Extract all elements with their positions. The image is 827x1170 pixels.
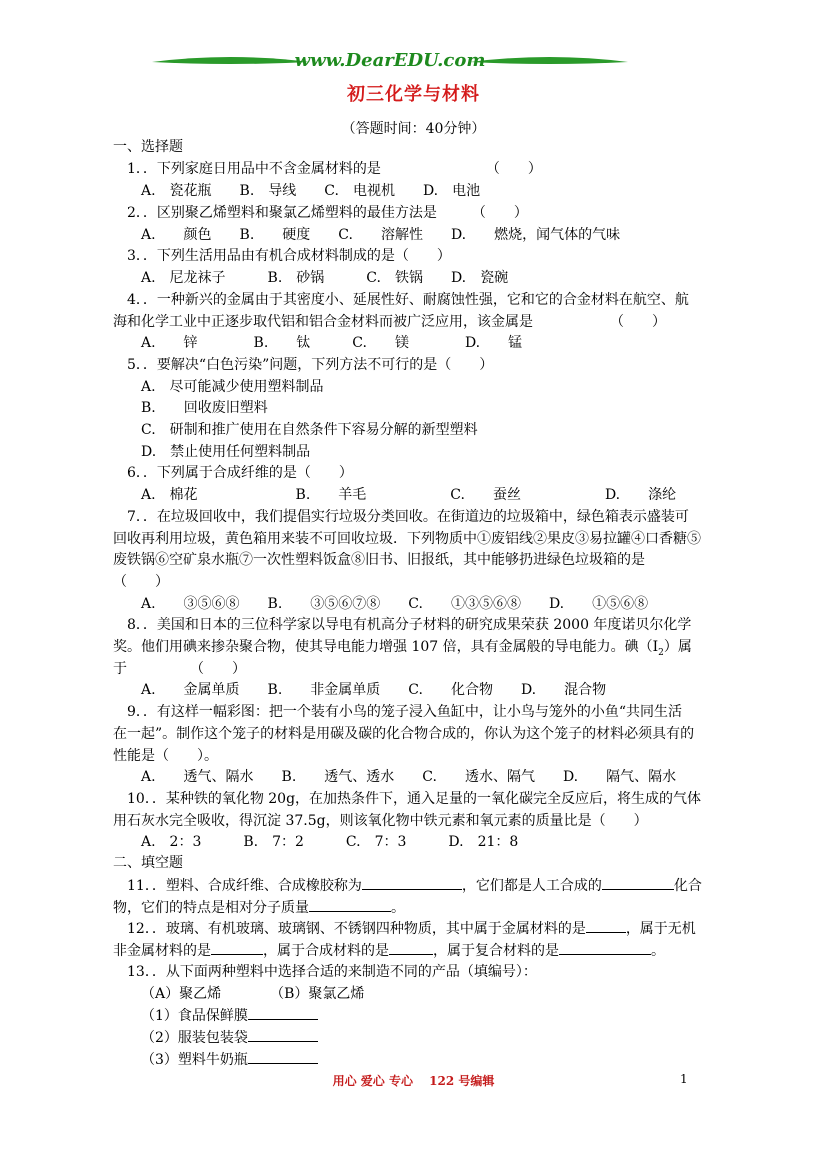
- question-4-cont: 海和化学工业中正逐步取代铝和铝合金材料而被广泛应用，该金属是 （ ）: [113, 314, 666, 330]
- question-7: 7．．在垃圾回收中，我们提倡实行垃圾分类回收。在街道边的垃圾箱中，绿色箱表示盛装可: [127, 509, 689, 525]
- question-12-text: ，属于合成材料的是: [263, 943, 389, 959]
- question-6: 6．．下列属于合成纤维的是（ ）: [127, 465, 353, 481]
- answer-blank[interactable]: [389, 940, 433, 955]
- question-12-text: 非金属材料的是: [113, 943, 211, 959]
- question-13-item-2: [141, 1027, 318, 1049]
- question-12-text: ，属于复合材料的是: [433, 943, 559, 959]
- page-title: 初三化学与材料: [347, 84, 480, 105]
- question-9: 9．．有这样一幅彩图：把一个装有小鸟的笼子浸入鱼缸中，让小鸟与笼外的小鱼“共同生活: [127, 704, 683, 720]
- question-7-cont-2: 废铁锅⑥空矿泉水瓶⑦一次性塑料饭盒⑧旧书、旧报纸，其中能够扔进绿色垃圾箱的是: [113, 552, 645, 568]
- question-9-cont-2: 性能是（ ）。: [113, 748, 218, 764]
- question-8-text: 奖。他们用碘来掺杂聚合物，使其导电能力增强 107 倍，具有金属般的导电能力。碘（I: [113, 639, 659, 655]
- answer-blank[interactable]: [602, 875, 674, 890]
- question-8: 8．．美国和日本的三位科学家以导电有机高分子材料的研究成果荣获 2000 年度诺贝尔化学: [127, 617, 692, 633]
- answer-blank[interactable]: [248, 1027, 318, 1042]
- answer-blank[interactable]: [559, 940, 651, 955]
- question-11-text: 化合: [673, 878, 702, 894]
- section-heading: 二、填空题: [113, 855, 183, 871]
- question-5: 5．．要解决“白色污染”问题，下列方法不可行的是（ ）: [127, 357, 494, 373]
- question-9-options: A. 透气、隔水 B. 透气、透水 C. 透水、隔气 D. 隔气、隔水: [141, 769, 677, 785]
- question-1-options: A. 瓷花瓶 B. 导线 C. 电视机 D. 电池: [141, 183, 481, 199]
- question-12: [127, 918, 696, 940]
- question-7-cont-1: 回收再利用垃圾，黄色箱用来装不可回收垃圾．下列物质中①废铝线②果皮③易拉罐④口香糖⑤: [113, 531, 701, 547]
- question-5-option-b: B. 回收废旧塑料: [141, 400, 268, 416]
- question-12-text: 。: [651, 943, 665, 959]
- question-7-options: A. ③⑤⑥⑧ B. ③⑤⑥⑦⑧ C. ①③⑤⑥⑧ D. ①⑤⑥⑧: [141, 596, 649, 612]
- question-10-options: A. 2：3 B. 7：2 C. 7：3 D. 21：8: [141, 834, 519, 850]
- question-11: [127, 875, 702, 897]
- item-label: （2）服装包装袋: [141, 1030, 248, 1046]
- question-10: 10．．某种铁的氧化物 20g，在加热条件下，通入足量的一氧化碳完全反应后，将生成的气体: [127, 791, 702, 807]
- question-13-choices: （A）聚乙烯 （B）聚氯乙烯: [141, 986, 365, 1002]
- question-8-options: A. 金属单质 B. 非金属单质 C. 化合物 D. 混合物: [141, 682, 607, 698]
- section-heading: 一、选择题: [113, 139, 183, 155]
- question-5-option-a: A. 尽可能减少使用塑料制品: [141, 379, 324, 395]
- question-3: 3．．下列生活用品由有机合成材料制成的是（ ）: [127, 248, 451, 264]
- answer-blank[interactable]: [248, 1005, 318, 1020]
- answer-blank[interactable]: [211, 940, 263, 955]
- question-11-text: 物，它们的特点是相对分子质量: [113, 900, 309, 916]
- question-7-cont-3: （ ）: [113, 574, 169, 590]
- question-10-cont: 用石灰水完全吸收，得沉淀 37.5g，则该氧化物中铁元素和氧元素的质量比是（ ）: [113, 813, 648, 829]
- question-12-cont: [113, 940, 665, 962]
- answer-blank[interactable]: [309, 897, 391, 912]
- question-4-options: A. 锌 B. 钛 C. 镁 D. 锰: [141, 335, 523, 351]
- question-8-text-end: ）属: [663, 639, 692, 655]
- time-limit: （答题时间：40分钟）: [341, 121, 486, 137]
- answer-blank[interactable]: [586, 918, 626, 933]
- question-9-cont-1: 在一起”。制作这个笼子的材料是用碳及碳的化合物合成的，你认为这个笼子的材料必须具有的: [113, 726, 695, 742]
- question-11-cont: [113, 897, 405, 919]
- site-logo: [150, 48, 630, 78]
- question-13-item-3: [141, 1049, 318, 1071]
- answer-blank[interactable]: [248, 1049, 318, 1064]
- question-2: 2．．区别聚乙烯塑料和聚氯乙烯塑料的最佳方法是 （ ）: [127, 205, 528, 221]
- question-13: 13．．从下面两种塑料中选择合适的来制造不同的产品（填编号）：: [127, 964, 537, 980]
- site-url[interactable]: www.DearEDU.com: [294, 50, 486, 71]
- question-2-options: A. 颜色 B. 硬度 C. 溶解性 D. 燃烧，闻气体的气味: [141, 227, 621, 243]
- question-4: 4．．一种新兴的金属由于其密度小、延展性好、耐腐蚀性强，它和它的合金材料在航空、航: [127, 292, 689, 308]
- question-3-options: A. 尼龙袜子 B. 砂锅 C. 铁锅 D. 瓷碗: [141, 270, 509, 286]
- question-12-text: 12．．玻璃、有机玻璃、玻璃钢、不锈钢四种物质，其中属于金属材料的是: [127, 921, 586, 937]
- question-13-item-1: [141, 1005, 318, 1027]
- question-5-option-c: C. 研制和推广使用在自然条件下容易分解的新型塑料: [141, 422, 478, 438]
- page-number: 1: [680, 1072, 688, 1086]
- question-1: 1．．下列家庭日用品中不含金属材料的是 （ ）: [127, 161, 542, 177]
- question-8-cont-2: 于 （ ）: [113, 661, 246, 677]
- item-label: （3）塑料牛奶瓶: [141, 1052, 248, 1068]
- question-12-text: ，属于无机: [625, 921, 696, 937]
- answer-blank[interactable]: [362, 875, 462, 890]
- footer-text: 用心 爱心 专心 122 号编辑: [332, 1074, 495, 1088]
- question-11-text: 11．．塑料、合成纤维、合成橡胶称为: [127, 878, 362, 894]
- question-11-text: 。: [391, 900, 405, 916]
- question-6-options: A. 棉花 B. 羊毛 C. 蚕丝 D. 涤纶: [141, 487, 677, 503]
- question-5-option-d: D. 禁止使用任何塑料制品: [141, 444, 311, 460]
- question-11-text: ，它们都是人工合成的: [461, 878, 602, 894]
- iodine-subscript: 2: [658, 647, 664, 658]
- item-label: （1）食品保鲜膜: [141, 1008, 248, 1024]
